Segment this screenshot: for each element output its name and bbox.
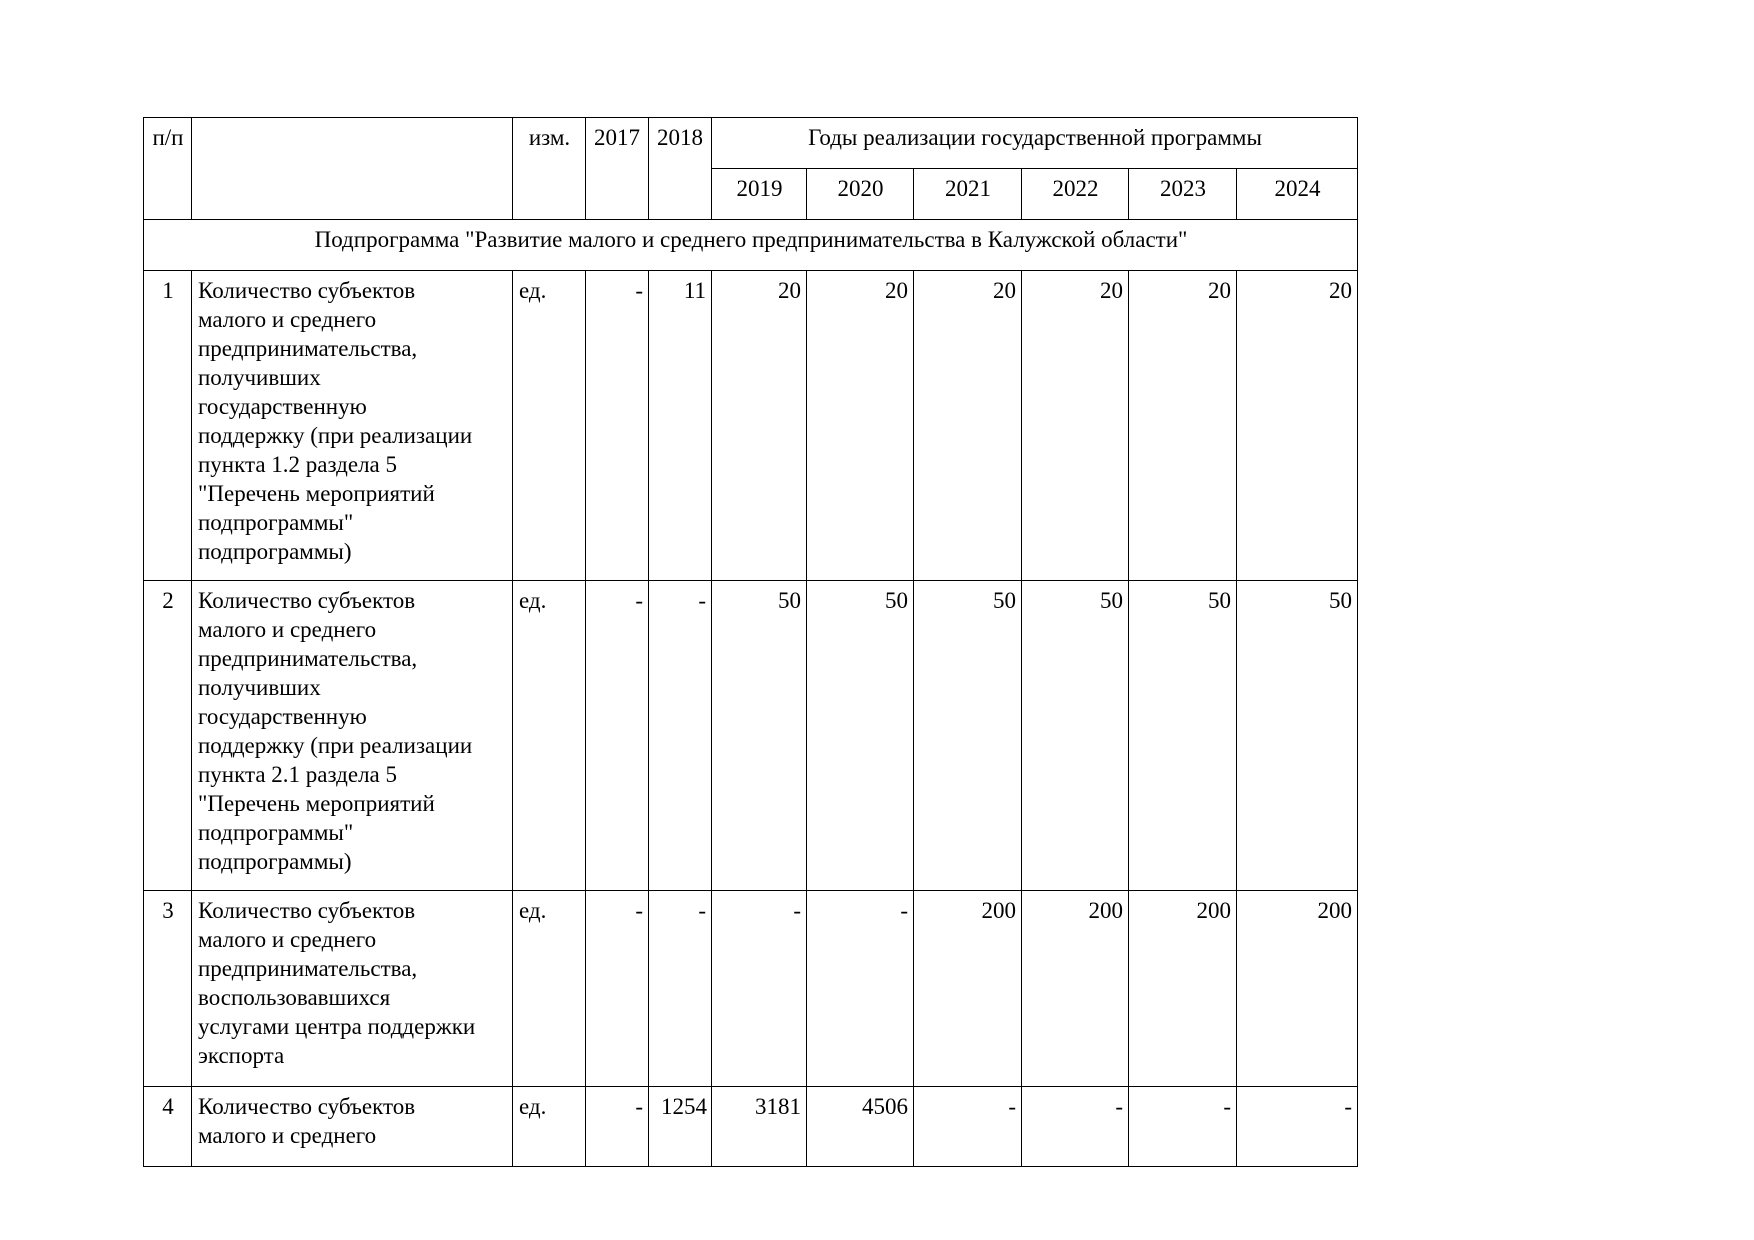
row-value-2019: - xyxy=(712,891,807,1087)
row-value-2017: - xyxy=(586,891,649,1087)
header-unit: изм. xyxy=(513,118,586,220)
header-year-2019: 2019 xyxy=(712,169,807,220)
row-unit: ед. xyxy=(513,1087,586,1167)
row-value-2022: 200 xyxy=(1022,891,1129,1087)
row-value-2020: 20 xyxy=(807,271,914,581)
row-value-2024: 50 xyxy=(1237,581,1358,891)
header-num: п/п xyxy=(144,118,192,220)
row-value-2020: 4506 xyxy=(807,1087,914,1167)
table-row xyxy=(144,581,1358,891)
row-indicator-name: Количество субъектов малого и среднего xyxy=(192,1087,513,1167)
row-value-2017: - xyxy=(586,1087,649,1167)
table-row xyxy=(144,271,1358,581)
row-value-2018: - xyxy=(649,891,712,1087)
header-year-2024: 2024 xyxy=(1237,169,1358,220)
header-year-2023: 2023 xyxy=(1129,169,1237,220)
header-name xyxy=(192,118,513,220)
row-indicator-name: Количество субъектов малого и среднего предпринимательства, воспользовавшихся услугами центра поддержки экспорта xyxy=(192,891,513,1087)
row-unit: ед. xyxy=(513,581,586,891)
row-value-2024: 200 xyxy=(1237,891,1358,1087)
row-value-2022: 50 xyxy=(1022,581,1129,891)
row-value-2021: 20 xyxy=(914,271,1022,581)
row-value-2021: 200 xyxy=(914,891,1022,1087)
row-value-2017: - xyxy=(586,581,649,891)
indicators-table xyxy=(143,117,1358,1167)
subprogram-title: Подпрограмма "Развитие малого и среднего предпринимательства в Калужской области" xyxy=(144,220,1358,271)
row-indicator-name: Количество субъектов малого и среднего предпринимательства, получивших государственную поддержку (при реализации пункта 1.2 раздела 5 "Перечень мероприятий подпрограммы" подпрограммы) xyxy=(192,271,513,581)
row-value-2019: 3181 xyxy=(712,1087,807,1167)
row-value-2024: 20 xyxy=(1237,271,1358,581)
header-2018: 2018 xyxy=(649,118,712,220)
subprogram-row xyxy=(144,220,1358,271)
row-value-2021: 50 xyxy=(914,581,1022,891)
row-value-2021: - xyxy=(914,1087,1022,1167)
row-unit: ед. xyxy=(513,271,586,581)
row-value-2023: 20 xyxy=(1129,271,1237,581)
row-value-2023: - xyxy=(1129,1087,1237,1167)
row-value-2018: - xyxy=(649,581,712,891)
row-num: 4 xyxy=(144,1087,192,1167)
row-value-2019: 20 xyxy=(712,271,807,581)
row-value-2022: - xyxy=(1022,1087,1129,1167)
row-value-2017: - xyxy=(586,271,649,581)
header-year-2021: 2021 xyxy=(914,169,1022,220)
row-num: 3 xyxy=(144,891,192,1087)
row-num: 2 xyxy=(144,581,192,891)
row-value-2023: 200 xyxy=(1129,891,1237,1087)
header-year-2020: 2020 xyxy=(807,169,914,220)
row-indicator-name: Количество субъектов малого и среднего предпринимательства, получивших государственную поддержку (при реализации пункта 2.1 раздела 5 "Перечень мероприятий подпрограммы" подпрограммы) xyxy=(192,581,513,891)
header-row-1 xyxy=(144,118,1358,169)
row-value-2020: - xyxy=(807,891,914,1087)
row-num: 1 xyxy=(144,271,192,581)
row-value-2019: 50 xyxy=(712,581,807,891)
row-value-2018: 1254 xyxy=(649,1087,712,1167)
row-value-2022: 20 xyxy=(1022,271,1129,581)
header-year-2022: 2022 xyxy=(1022,169,1129,220)
row-value-2023: 50 xyxy=(1129,581,1237,891)
table-row xyxy=(144,891,1358,1087)
row-value-2020: 50 xyxy=(807,581,914,891)
header-years-group: Годы реализации государственной программы xyxy=(712,118,1358,169)
table-row xyxy=(144,1087,1358,1167)
row-value-2018: 11 xyxy=(649,271,712,581)
header-2017: 2017 xyxy=(586,118,649,220)
row-unit: ед. xyxy=(513,891,586,1087)
row-value-2024: - xyxy=(1237,1087,1358,1167)
